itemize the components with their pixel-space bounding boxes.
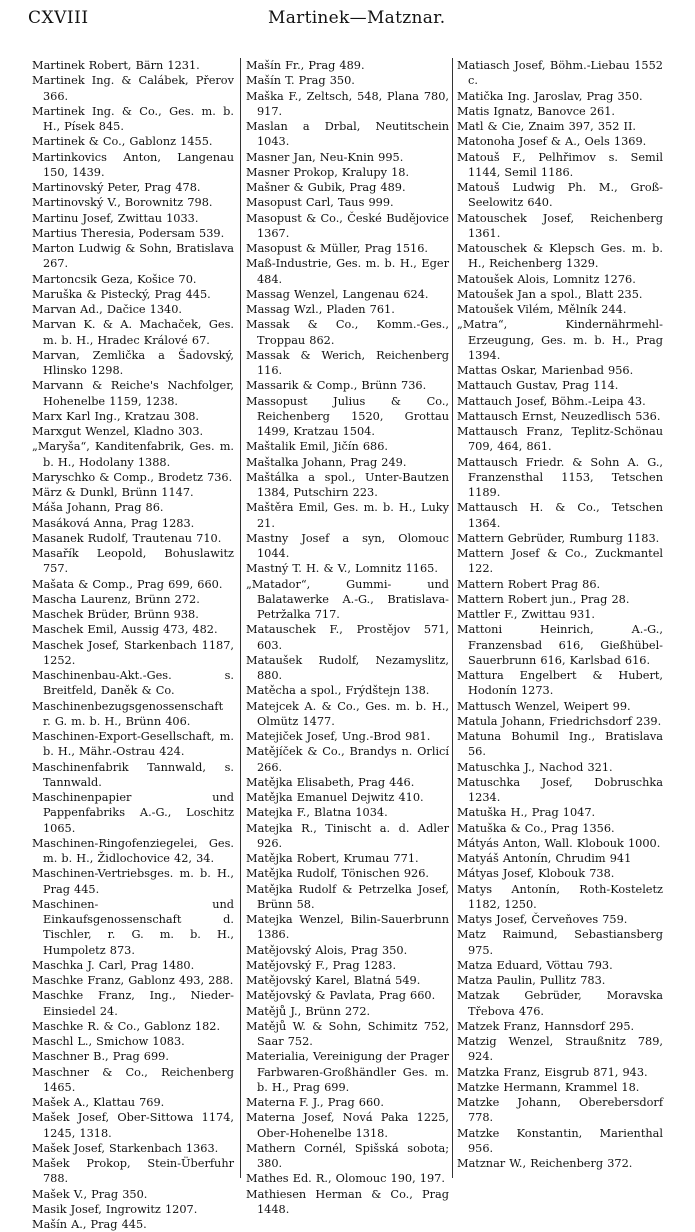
directory-entry: Matějka Rudolf & Petrzelka Josef, Brünn 58.: [246, 882, 449, 911]
column-1: [32, 58, 234, 1232]
directory-entry: Mattura Engelbert & Hubert, Hodonín 1273.: [457, 669, 663, 698]
directory-entry: Mathes Ed. R., Olomouc 190, 197.: [246, 1172, 445, 1186]
directory-entry: Maschinen-Export-Gesellschaft, m. b. H., Mähr.-Ostrau 424.: [32, 730, 234, 759]
directory-entry: Matejcek A. & Co., Ges. m. b. H., Olmütz 1477.: [246, 699, 449, 728]
directory-entry: Matzka Franz, Eisgrub 871, 943.: [457, 1065, 648, 1079]
column-divider: [452, 58, 453, 1178]
directory-entry: Matějka Emanuel Dejwitz 410.: [246, 791, 424, 804]
directory-entry: Mašín A., Prag 445.: [32, 1218, 147, 1231]
directory-entry: Martinek Ing. & Co., Ges. m. b. H., Písek 845.: [32, 104, 234, 133]
directory-entry: Martinu Josef, Zwittau 1033.: [32, 211, 199, 225]
directory-entry: Materna Josef, Nová Paka 1225, Ober-Hohenelbe 1318.: [246, 1111, 449, 1140]
directory-entry: Massak & Werich, Reichenberg 116.: [246, 348, 449, 377]
directory-entry: Massarik & Comp., Brünn 736.: [246, 379, 427, 393]
directory-entry: Marton Ludwig & Sohn, Bratislava 267.: [32, 242, 234, 271]
directory-entry: Matzke Konstantin, Marienthal 956.: [457, 1126, 663, 1155]
directory-entry: Mascha Laurenz, Brünn 272.: [32, 592, 200, 606]
directory-entry: Matouš F., Pelhřimov s. Semil 1144, Semil 1186.: [457, 150, 663, 179]
directory-entry: Matoušek Vilém, Mělník 244.: [457, 303, 627, 316]
directory-entry: Mašner & Gubik, Prag 489.: [246, 181, 406, 194]
directory-entry: Matzak Gebrüder, Moravska Třebova 476.: [457, 989, 663, 1018]
directory-entry: Masopust Carl, Taus 999.: [246, 196, 394, 210]
directory-entry: Matěcha a spol., Frýdštejn 138.: [246, 684, 430, 698]
directory-entry: Matoušek Jan a spol., Blatt 235.: [457, 287, 643, 301]
directory-entry: Matouschek Josef, Reichenberg 1361.: [457, 211, 663, 240]
directory-entry: Mátyas Josef, Klobouk 738.: [457, 867, 615, 881]
directory-entry: Mattern Josef & Co., Zuckmantel 122.: [457, 547, 663, 576]
directory-entry: Masáková Anna, Prag 1283.: [32, 516, 195, 530]
directory-entry: Massak & Co., Komm.-Ges., Troppau 862.: [246, 318, 449, 347]
directory-entry: Matl & Cie, Znaim 397, 352 II.: [457, 120, 637, 133]
directory-entry: Maška F., Zeltsch, 548, Plana 780, 917.: [246, 89, 449, 118]
directory-entry: Materialia, Vereinigung der Prager Farbwaren-Großhändler Ges. m. b. H., Prag 699.: [246, 1050, 449, 1094]
directory-entry: „Matra“, Kindernährmehl-Erzeugung, Ges. m. b. H., Prag 1394.: [457, 318, 663, 362]
directory-entry: Matějů W. & Sohn, Schimitz 752, Saar 752.: [246, 1019, 449, 1048]
directory-entry: Maschek Emil, Aussig 473, 482.: [32, 623, 218, 637]
directory-entry: Masopust & Müller, Prag 1516.: [246, 242, 428, 255]
directory-entry: Martinkovics Anton, Langenau 150, 1439.: [32, 150, 234, 179]
directory-entry: Mathern Cornél, Spišská sobota; 380.: [246, 1141, 449, 1170]
directory-entry: Matějíček & Co., Brandys n. Orlicí 266.: [246, 745, 449, 774]
directory-entry: Matznar W., Reichenberg 372.: [457, 1157, 633, 1170]
directory-entry: Masanek Rudolf, Trautenau 710.: [32, 531, 222, 545]
directory-entry: Matzke Johann, Oberebersdorf 778.: [457, 1096, 663, 1125]
directory-entry: Mastny Josef a syn, Olomouc 1044.: [246, 531, 449, 560]
directory-entry: Martinovský V., Borownitz 798.: [32, 196, 213, 210]
directory-entry: Maruška & Pistecký, Prag 445.: [32, 287, 211, 301]
directory-entry: Marvan K. & A. Machaček, Ges. m. b. H., Hradec Králové 67.: [32, 318, 234, 347]
directory-entry: Mašín Fr., Prag 489.: [246, 59, 365, 72]
directory-entry: Mattas Oskar, Marienbad 956.: [457, 364, 634, 377]
directory-entry: Mašek Prokop, Stein-Überfuhr 788.: [32, 1157, 234, 1186]
directory-entry: Matejka Wenzel, Bilin-Sauerbrunn 1386.: [246, 913, 449, 942]
directory-entry: Matula Johann, Friedrichsdorf 239.: [457, 714, 662, 728]
directory-entry: Maschinenbau-Akt.-Ges. s. Breitfeld, Daněk & Co.: [32, 669, 234, 698]
directory-entry: März & Dunkl, Brünn 1147.: [32, 486, 194, 499]
directory-entry: Matějovský Karel, Blatná 549.: [246, 974, 421, 987]
directory-entry: Mataušek Rudolf, Nezamyslitz, 880.: [246, 653, 449, 682]
directory-entry: Mattern Gebrüder, Rumburg 1183.: [457, 531, 660, 545]
directory-entry: Matuna Bohumil Ing., Bratislava 56.: [457, 730, 663, 759]
directory-entry: Matyáš Antonín, Chrudim 941: [457, 852, 632, 865]
directory-entry: Marvan, Zemlička a Šadovský, Hlinsko 1298.: [32, 348, 234, 377]
directory-entry: Matuschka J., Nachod 321.: [457, 760, 613, 774]
directory-entry: Maß-Industrie, Ges. m. b. H., Eger 484.: [246, 257, 449, 286]
directory-entry: Martinovský Peter, Prag 478.: [32, 181, 201, 194]
directory-entry: Maschek Josef, Starkenbach 1187, 1252.: [32, 638, 234, 667]
directory-entry: Mattoni Heinrich, A.-G., Franzensbad 616, Gießhübel-Sauerbrunn 616, Karlsbad 616.: [457, 623, 663, 667]
directory-entry: Maschl L., Smichow 1083.: [32, 1035, 185, 1048]
directory-entry: Mattauch Josef, Böhm.-Leipa 43.: [457, 394, 646, 408]
directory-entry: Matzig Wenzel, Straußnitz 789, 924.: [457, 1035, 663, 1064]
directory-entry: Matějovský F., Prag 1283.: [246, 958, 397, 972]
directory-entry: Maštalka Johann, Prag 249.: [246, 455, 407, 469]
directory-entry: Mattern Robert jun., Prag 28.: [457, 592, 630, 606]
directory-entry: Maštálka a spol., Unter-Bautzen 1384, Putschirn 223.: [246, 470, 449, 499]
directory-entry: Mátyás Anton, Wall. Klobouk 1000.: [457, 836, 661, 850]
directory-entry: Maschinen- und Einkaufsgenossenschaft d. Tischler, r. G. m. b. H., Humpoletz 873.: [32, 897, 234, 957]
directory-entry: Masopust & Co., České Budějovice 1367.: [246, 211, 449, 240]
directory-entry: Mattusch Wenzel, Weipert 99.: [457, 699, 631, 713]
directory-entry: Mattausch Ernst, Neuzedlisch 536.: [457, 409, 661, 423]
directory-entry: Maschke R. & Co., Gablonz 182.: [32, 1019, 221, 1033]
page-header: [28, 8, 668, 38]
directory-entry: Mathiesen Herman & Co., Prag 1448.: [246, 1187, 449, 1216]
directory-entry: Mašín T. Prag 350.: [246, 74, 355, 88]
directory-entry: Matejka F., Blatna 1034.: [246, 806, 388, 820]
directory-entry: Martoncsik Geza, Košice 70.: [32, 272, 197, 286]
directory-entry: Mašek A., Klattau 769.: [32, 1096, 165, 1109]
directory-entry: Masik Josef, Ingrowitz 1207.: [32, 1202, 198, 1216]
directory-entry: Matějů J., Brünn 272.: [246, 1004, 371, 1018]
directory-entry: Matějka Rudolf, Tönischen 926.: [246, 867, 429, 881]
directory-entry: Masner Prokop, Kralupy 18.: [246, 165, 410, 179]
directory-entry: Matza Eduard, Vöttau 793.: [457, 958, 613, 972]
page-number: CXVIII: [28, 8, 89, 28]
directory-entry: Masařík Leopold, Bohuslawitz 757.: [32, 547, 234, 576]
directory-entry: Marx Karl Ing., Kratzau 308.: [32, 409, 200, 423]
directory-entry: Mastný T. H. & V., Lomnitz 1165.: [246, 562, 438, 576]
directory-entry: Matouschek & Klepsch Ges. m. b. H., Reichenberg 1329.: [457, 242, 663, 271]
directory-entry: Maschinenbezugsgenossenschaft r. G. m. b. H., Brünn 406.: [32, 699, 224, 728]
directory-entry: Matějovský & Pavlata, Prag 660.: [246, 989, 436, 1003]
directory-entry: Matějka Robert, Krumau 771.: [246, 852, 419, 865]
directory-entry: Matejka R., Tinischt a. d. Adler 926.: [246, 821, 449, 850]
column-2: [246, 58, 449, 1217]
directory-entry: Matějka Elisabeth, Prag 446.: [246, 775, 415, 789]
directory-entry: Máša Johann, Prag 86.: [32, 501, 164, 515]
directory-entry: Matis Ignatz, Banovce 261.: [457, 104, 615, 118]
directory-entry: Marvan Ad., Dačice 1340.: [32, 303, 183, 316]
directory-entry: Maryschko & Comp., Brodetz 736.: [32, 470, 233, 484]
column-3: [457, 58, 663, 1171]
directory-entry: Matys Antonín, Roth-Kosteletz 1182, 1250.: [457, 882, 663, 911]
directory-entry: Maschinen-Ringofenziegelei, Ges. m. b. H., Židlochovice 42, 34.: [32, 836, 234, 865]
directory-entry: Martius Theresia, Podersam 539.: [32, 226, 225, 240]
directory-entry: Maschner & Co., Reichenberg 1465.: [32, 1065, 234, 1094]
page-title: Martinek—Matznar.: [268, 8, 446, 28]
directory-entry: Massopust Julius & Co., Reichenberg 1520, Grottau 1499, Kratzau 1504.: [246, 394, 449, 438]
directory-entry: Mattausch Franz, Teplitz-Schönau 709, 464, 861.: [457, 425, 663, 454]
directory-entry: Mašata & Comp., Prag 699, 660.: [32, 577, 223, 591]
directory-entry: Matzek Franz, Hannsdorf 295.: [457, 1019, 635, 1033]
directory-entry: Matoušek Alois, Lomnitz 1276.: [457, 272, 636, 286]
directory-entry: Maschek Brüder, Brünn 938.: [32, 608, 199, 621]
directory-entry: Mattern Robert Prag 86.: [457, 577, 601, 591]
directory-entry: Mašek V., Prag 350.: [32, 1187, 148, 1201]
directory-entry: Martinek & Co., Gablonz 1455.: [32, 135, 213, 149]
directory-entry: Matuška & Co., Prag 1356.: [457, 821, 615, 835]
column-divider: [240, 58, 241, 1178]
directory-entry: Mattler F., Zwittau 931.: [457, 608, 595, 621]
directory-entry: Maschinen-Vertriebsges. m. b. H., Prag 445.: [32, 867, 234, 896]
directory-entry: Massag Wzl., Pladen 761.: [246, 303, 395, 316]
directory-entry: Matz Raimund, Sebastiansberg 975.: [457, 928, 663, 957]
directory-entry: Maschinenpapier und Pappenfabriks A.-G., Loschitz 1065.: [32, 791, 234, 835]
directory-entry: Marxgut Wenzel, Kladno 303.: [32, 425, 204, 438]
directory-entry: Materna F. J., Prag 660.: [246, 1096, 384, 1109]
directory-entry: Mattauch Gustav, Prag 114.: [457, 379, 619, 393]
directory-entry: Maštěra Emil, Ges. m. b. H., Luky 21.: [246, 501, 449, 530]
directory-columns: [0, 58, 695, 1231]
directory-entry: „Matador“, Gummi- und Balatawerke A.-G., Bratislava-Petržalka 717.: [246, 577, 449, 621]
directory-entry: Marvann & Reiche's Nachfolger, Hohenelbe 1159, 1238.: [32, 379, 234, 408]
directory-entry: Maschinenfabrik Tannwald, s. Tannwald.: [32, 760, 234, 789]
directory-entry: Maschke Franz, Ing., Nieder-Einsiedel 24.: [32, 989, 234, 1018]
directory-entry: „Maryša“, Kanditenfabrik, Ges. m. b. H., Hodolany 1388.: [32, 440, 234, 469]
directory-entry: Matauschek F., Prostějov 571, 603.: [246, 623, 449, 652]
directory-entry: Mašek Josef, Starkenbach 1363.: [32, 1141, 219, 1155]
directory-entry: Matonoha Josef & A., Oels 1369.: [457, 135, 647, 149]
directory-entry: Matouš Ludwig Ph. M., Groß-Seelowitz 640.: [457, 181, 663, 210]
directory-entry: Matiasch Josef, Böhm.-Liebau 1552 c.: [457, 59, 663, 88]
directory-entry: Massag Wenzel, Langenau 624.: [246, 287, 429, 301]
directory-entry: Mašek Josef, Ober-Sittowa 1174, 1245, 1318.: [32, 1111, 234, 1140]
directory-entry: Matička Ing. Jaroslav, Prag 350.: [457, 89, 643, 103]
directory-entry: Matzke Hermann, Krammel 18.: [457, 1080, 640, 1094]
directory-entry: Matuška H., Prag 1047.: [457, 806, 596, 820]
directory-entry: Matejiček Josef, Ung.-Brod 981.: [246, 730, 431, 743]
directory-entry: Mattausch Friedr. & Sohn A. G., Franzensthal 1153, Tetschen 1189.: [457, 455, 663, 499]
directory-entry: Matza Paulin, Pullitz 783.: [457, 974, 606, 987]
directory-entry: Maštalik Emil, Jičín 686.: [246, 440, 389, 454]
directory-entry: Maslan a Drbal, Neutitschein 1043.: [246, 120, 449, 149]
directory-entry: Masner Jan, Neu-Knin 995.: [246, 150, 404, 164]
directory-entry: Maschner B., Prag 699.: [32, 1050, 169, 1064]
directory-entry: Mattausch H. & Co., Tetschen 1364.: [457, 501, 663, 530]
directory-entry: Martinek Robert, Bärn 1231.: [32, 59, 200, 72]
directory-entry: Matuschka Josef, Dobruschka 1234.: [457, 775, 663, 804]
directory-entry: Matějovský Alois, Prag 350.: [246, 943, 408, 957]
directory-entry: Maschka J. Carl, Prag 1480.: [32, 958, 195, 972]
directory-entry: Maschke Franz, Gablonz 493, 288.: [32, 974, 234, 987]
directory-entry: Martinek Ing. & Calábek, Přerov 366.: [32, 74, 234, 103]
directory-entry: Matys Josef, Červeňoves 759.: [457, 913, 628, 926]
